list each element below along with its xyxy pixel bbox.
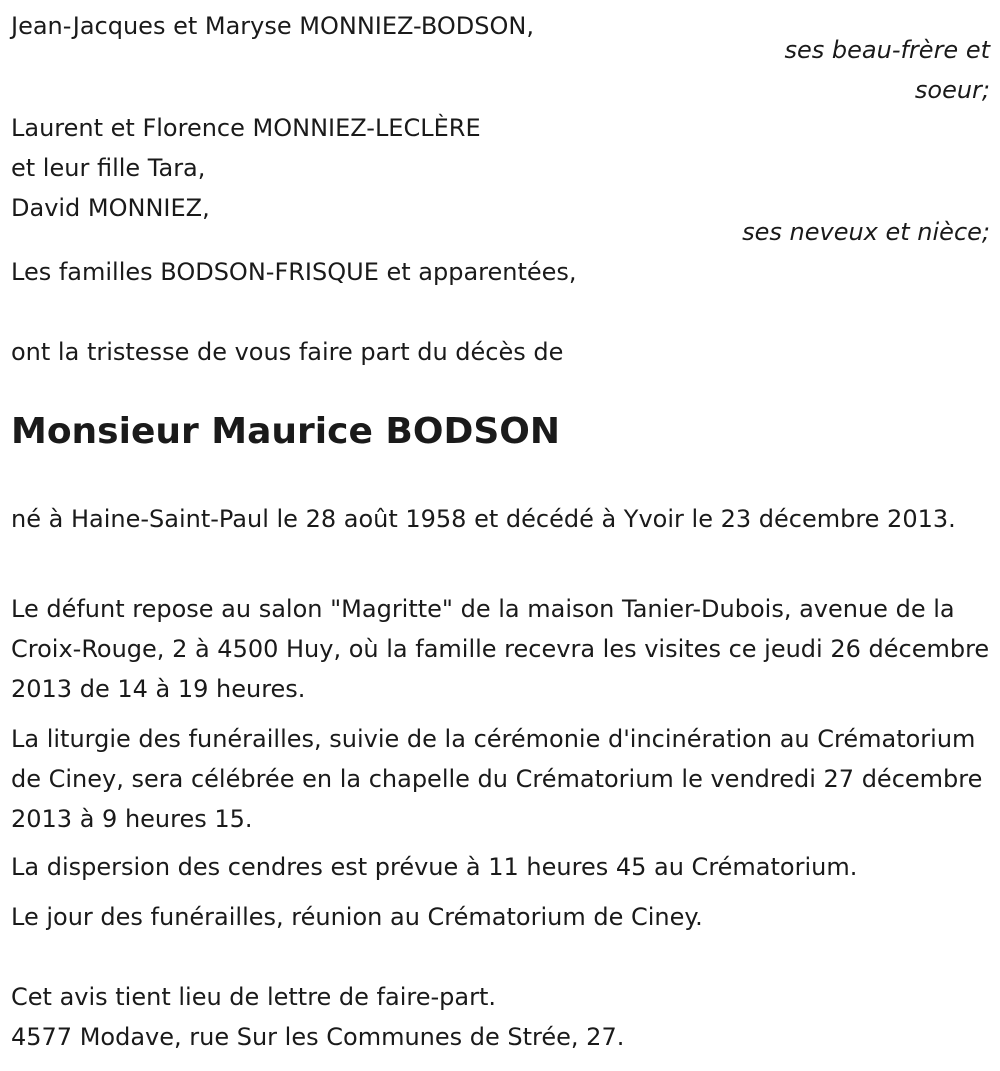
- family-line-monniez-leclere: Laurent et Florence MONNIEZ-LECLÈRE: [11, 114, 481, 142]
- footer-address: 4577 Modave, rue Sur les Communes de Strée, 27.: [11, 1023, 625, 1051]
- family-line-monniez-bodson: Jean-Jacques et Maryse MONNIEZ-BODSON,: [11, 12, 534, 40]
- family-line-bodson-frisque: Les familles BODSON-FRISQUE et apparentées,: [11, 258, 577, 286]
- gathering-paragraph: Le jour des funérailles, réunion au Crématorium de Ciney.: [11, 903, 703, 931]
- relation-line-2: soeur;: [914, 76, 990, 104]
- footer-notice: Cet avis tient lieu de lettre de faire-part.: [11, 983, 496, 1011]
- relation-neveux-niece: ses neveux et nièce;: [742, 218, 990, 246]
- dispersion-paragraph: La dispersion des cendres est prévue à 11 heures 45 au Crématorium.: [11, 853, 858, 881]
- relation-beau-frere-soeur: [785, 30, 991, 110]
- birth-death-paragraph: né à Haine-Saint-Paul le 28 août 1958 et décédé à Yvoir le 23 décembre 2013.: [11, 505, 956, 533]
- liturgy-paragraph: La liturgie des funérailles, suivie de la cérémonie d'incinération au Crématorium de Ciney, sera célébrée en la chapelle du Crématorium le vendredi 27 décembre 2013 à 9 heures 15.: [11, 725, 983, 833]
- relation-line-1: ses beau-frère et: [784, 36, 990, 64]
- announcement-text: ont la tristesse de vous faire part du décès de: [11, 338, 564, 366]
- deceased-name: Monsieur Maurice BODSON: [11, 411, 560, 452]
- repose-paragraph: Le défunt repose au salon "Magritte" de la maison Tanier-Dubois, avenue de la Croix-Rouge, 2 à 4500 Huy, où la famille recevra les visites ce jeudi 26 décembre 2013 de 14 à 19 heures.: [11, 595, 990, 703]
- family-line-fille-tara: et leur fille Tara,: [11, 154, 206, 182]
- family-line-david-monniez: David MONNIEZ,: [11, 194, 210, 222]
